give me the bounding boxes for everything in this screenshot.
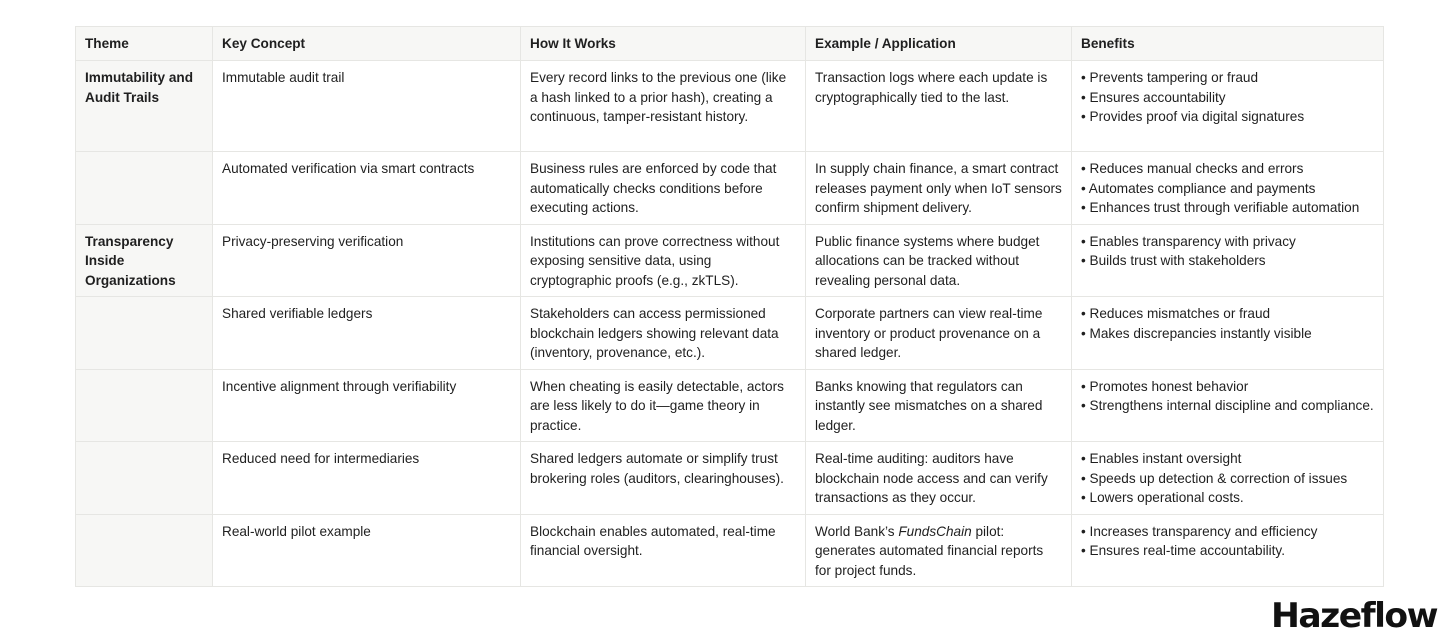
benefit-item: • Ensures real-time accountability.	[1081, 543, 1285, 558]
example-cell	[806, 442, 1072, 515]
how-cell: Stakeholders can access permissioned blockchain ledgers showing relevant data (inventory, provenance, etc.).	[521, 297, 806, 370]
benefit-item: • Ensures accountability	[1081, 89, 1226, 105]
benefit-item: • Automates compliance and payments	[1081, 180, 1316, 196]
comparison-table	[75, 26, 1384, 587]
theme-cell	[76, 297, 213, 370]
how-cell: Blockchain enables automated, real-time financial oversight.	[521, 514, 806, 587]
header-benefits: Benefits	[1072, 27, 1384, 61]
benefits-cell	[1072, 297, 1384, 370]
how-cell: When cheating is easily detectable, actors are less likely to do it—game theory in practice.	[521, 369, 806, 442]
concept-cell: Real-world pilot example	[213, 514, 521, 587]
table-row	[76, 297, 1384, 370]
table-row	[76, 442, 1384, 515]
benefit-item: • Strengthens internal discipline and compliance.	[1081, 398, 1374, 413]
header-key-concept: Key Concept	[213, 27, 521, 61]
header-theme: Theme	[76, 27, 213, 61]
theme-cell: Immutability and Audit Trails	[76, 61, 213, 152]
how-cell: Every record links to the previous one (like a hash linked to a prior hash), creating a continuous, tamper-resistant history.	[521, 61, 806, 152]
theme-cell: Transparency Inside Organizations	[76, 224, 213, 297]
benefit-item: • Provides proof via digital signatures	[1081, 109, 1305, 124]
benefits-cell	[1072, 224, 1384, 297]
benefits-cell	[1072, 442, 1384, 515]
theme-cell	[76, 152, 213, 225]
benefits-cell	[1072, 514, 1384, 587]
table-header-row	[76, 27, 1384, 61]
benefits-cell	[1072, 152, 1384, 225]
example-text: Real-time auditing: auditors have blockchain node access and can verify transactions as they occur.	[815, 451, 1048, 505]
example-text-after: pilot: generates automated financial reports for project funds.	[815, 523, 1044, 578]
benefit-item: • Speeds up detection & correction of issues	[1081, 470, 1348, 486]
benefits-cell	[1072, 369, 1384, 442]
example-cell	[806, 369, 1072, 442]
logo-wordmark: Hazeflow	[1271, 596, 1439, 634]
hazeflow-logo	[1271, 594, 1439, 634]
theme-cell	[76, 442, 213, 515]
example-cell	[806, 152, 1072, 225]
example-cell	[806, 514, 1072, 587]
example-text: In supply chain finance, a smart contract releases payment only when IoT sensors confirm shipment delivery.	[815, 161, 1062, 215]
benefit-item: • Lowers operational costs.	[1081, 490, 1244, 505]
theme-cell	[76, 369, 213, 442]
benefit-item: • Enables instant oversight	[1081, 451, 1242, 466]
benefit-item: • Makes discrepancies instantly visible	[1081, 325, 1312, 341]
example-cell	[806, 297, 1072, 370]
benefit-item: • Promotes honest behavior	[1081, 378, 1249, 394]
benefits-cell	[1072, 61, 1384, 152]
example-text-emphasis: FundsChain	[898, 523, 972, 539]
header-how-it-works: How It Works	[521, 27, 806, 61]
benefit-item: • Prevents tampering or fraud	[1081, 70, 1259, 85]
table-row	[76, 152, 1384, 225]
concept-cell: Privacy-preserving verification	[213, 224, 521, 297]
how-cell: Business rules are enforced by code that automatically checks conditions before executing actions.	[521, 152, 806, 225]
benefit-item: • Reduces mismatches or fraud	[1081, 306, 1271, 321]
concept-cell: Immutable audit trail	[213, 61, 521, 152]
concept-cell: Incentive alignment through verifiability	[213, 369, 521, 442]
concept-cell: Automated verification via smart contracts	[213, 152, 521, 225]
table-row	[76, 369, 1384, 442]
concept-cell: Reduced need for intermediaries	[213, 442, 521, 515]
theme-cell	[76, 514, 213, 587]
example-cell	[806, 224, 1072, 297]
table-row	[76, 224, 1384, 297]
example-text: Banks knowing that regulators can instantly see mismatches on a shared ledger.	[815, 378, 1043, 433]
how-cell: Shared ledgers automate or simplify trust brokering roles (auditors, clearinghouses).	[521, 442, 806, 515]
table-row	[76, 61, 1384, 152]
header-example: Example / Application	[806, 27, 1072, 61]
example-text: Corporate partners can view real-time inventory or product provenance on a shared ledger.	[815, 306, 1043, 360]
benefit-item: • Enhances trust through verifiable automation	[1081, 200, 1360, 215]
concept-cell: Shared verifiable ledgers	[213, 297, 521, 370]
example-text-before: World Bank’s	[815, 523, 899, 539]
example-cell	[806, 61, 1072, 152]
example-text: Transaction logs where each update is cryptographically tied to the last.	[815, 70, 1048, 105]
benefit-item: • Reduces manual checks and errors	[1081, 161, 1304, 176]
how-cell: Institutions can prove correctness without exposing sensitive data, using cryptographic proofs (e.g., zkTLS).	[521, 224, 806, 297]
benefit-item: • Enables transparency with privacy	[1081, 233, 1296, 249]
benefit-item: • Builds trust with stakeholders	[1081, 253, 1266, 268]
example-text: Public finance systems where budget allocations can be tracked without revealing personal data.	[815, 233, 1040, 288]
table-row	[76, 514, 1384, 587]
benefit-item: • Increases transparency and efficiency	[1081, 523, 1318, 539]
